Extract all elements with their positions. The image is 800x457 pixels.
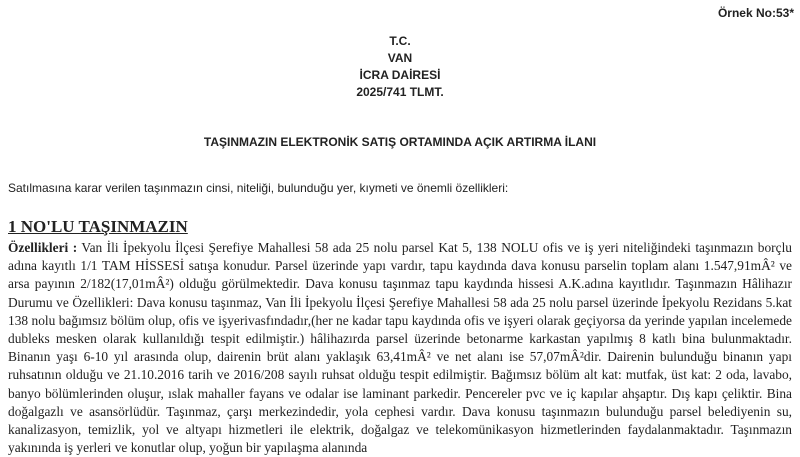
sample-number: Örnek No:53* xyxy=(717,6,794,20)
header-city: VAN xyxy=(387,51,413,65)
property-section xyxy=(8,217,792,457)
intro-text: Satılmasına karar verilen taşınmazın cinsi, niteliği, bulunduğu yer, kıymeti ve önemli özellikleri: xyxy=(8,181,509,195)
property-description xyxy=(8,239,792,457)
header-office: İCRA DAİRESİ xyxy=(359,68,441,82)
features-label: Özellikleri : xyxy=(8,240,78,255)
features-text: Van İli İpekyolu İlçesi Şerefiye Mahallesi 58 ada 25 nolu parsel Kat 5, 138 NOLU ofis ve iş yeri niteliğindeki taşınmazın borçlu adına kayıtlı 1/1 TAM HİSSESİ satışa konudur. Parsel üzerinde yapı vardır, tapu kaydında dava konusu parselin toplam alanı 1.547,91mÂ² ve arsa payının 2/182(17,01mÂ²) olduğu görülmektedir. Dava konusu taşınmaz tapu kaydında hissesi A.K.adına kayıtlıdır. Taşınmazın Hâlihazır Durumu ve Özellikleri: Dava konusu taşınmaz, Van İli İpekyolu İlçesi Şerefiye Mahallesi 58 ada 25 nolu parsel üzerinde İpekyolu Rezidans 5.kat 138 nolu bağımsız bölüm olup, ofis ve işyerivasfındadır,(her ne kadar tapu kaydında ofis ve işyeri olarak geçiyorsa da yerinde yapılan incelemede dubleks mesken olarak kullanıldığı tespit edilmiştir.) hâlihazırda parsel üzerinde betonarme karkastan yapılmış 8 katlı bina bulunmaktadır. Binanın yaşı 6-10 yıl arasında olup, dairenin brüt alanı yaklaşık 63,41mÂ² ve net alanı ise 57,07mÂ²dir. Dairenin bulunduğu binanın yapı ruhsatının olduğu ve 21.10.2016 tarih ve 2016/208 sayılı ruhsat olduğu tespit edilmiştir. Bağımsız bölüm alt kat: mutfak, üst kat: 2 oda, lavabo, banyo bölümlerinden oluşur, ıslak mahaller fayans ve odalar ise laminant parkedir. Pencereler pvc ve iç kapılar ahşaptır. Dış kapı çeliktir. Bina doğalgazlı ve asansörlüdür. Taşınmaz, çarşı merkezindedir, yola cephesi vardır. Dava konusu taşınmazın bulunduğu parsel belediyenin su, kanalizasyon, temizlik, yol ve altyapı hizmetleri ile elektrik, doğalgaz ve telekomünikasyon hizmetlerinden faydalanmaktadır. Taşınmazın yakınında iş yerleri ve konutlar olup, yoğun bir yapılaşma alanında xyxy=(8,240,792,456)
document-header xyxy=(0,33,800,101)
property-heading: 1 NO'LU TAŞINMAZIN xyxy=(8,217,188,236)
header-country: T.C. xyxy=(389,34,411,48)
header-file-number: 2025/741 TLMT. xyxy=(356,85,444,99)
document-title: TAŞINMAZIN ELEKTRONİK SATIŞ ORTAMINDA AÇIK ARTIRMA İLANI xyxy=(203,135,597,149)
